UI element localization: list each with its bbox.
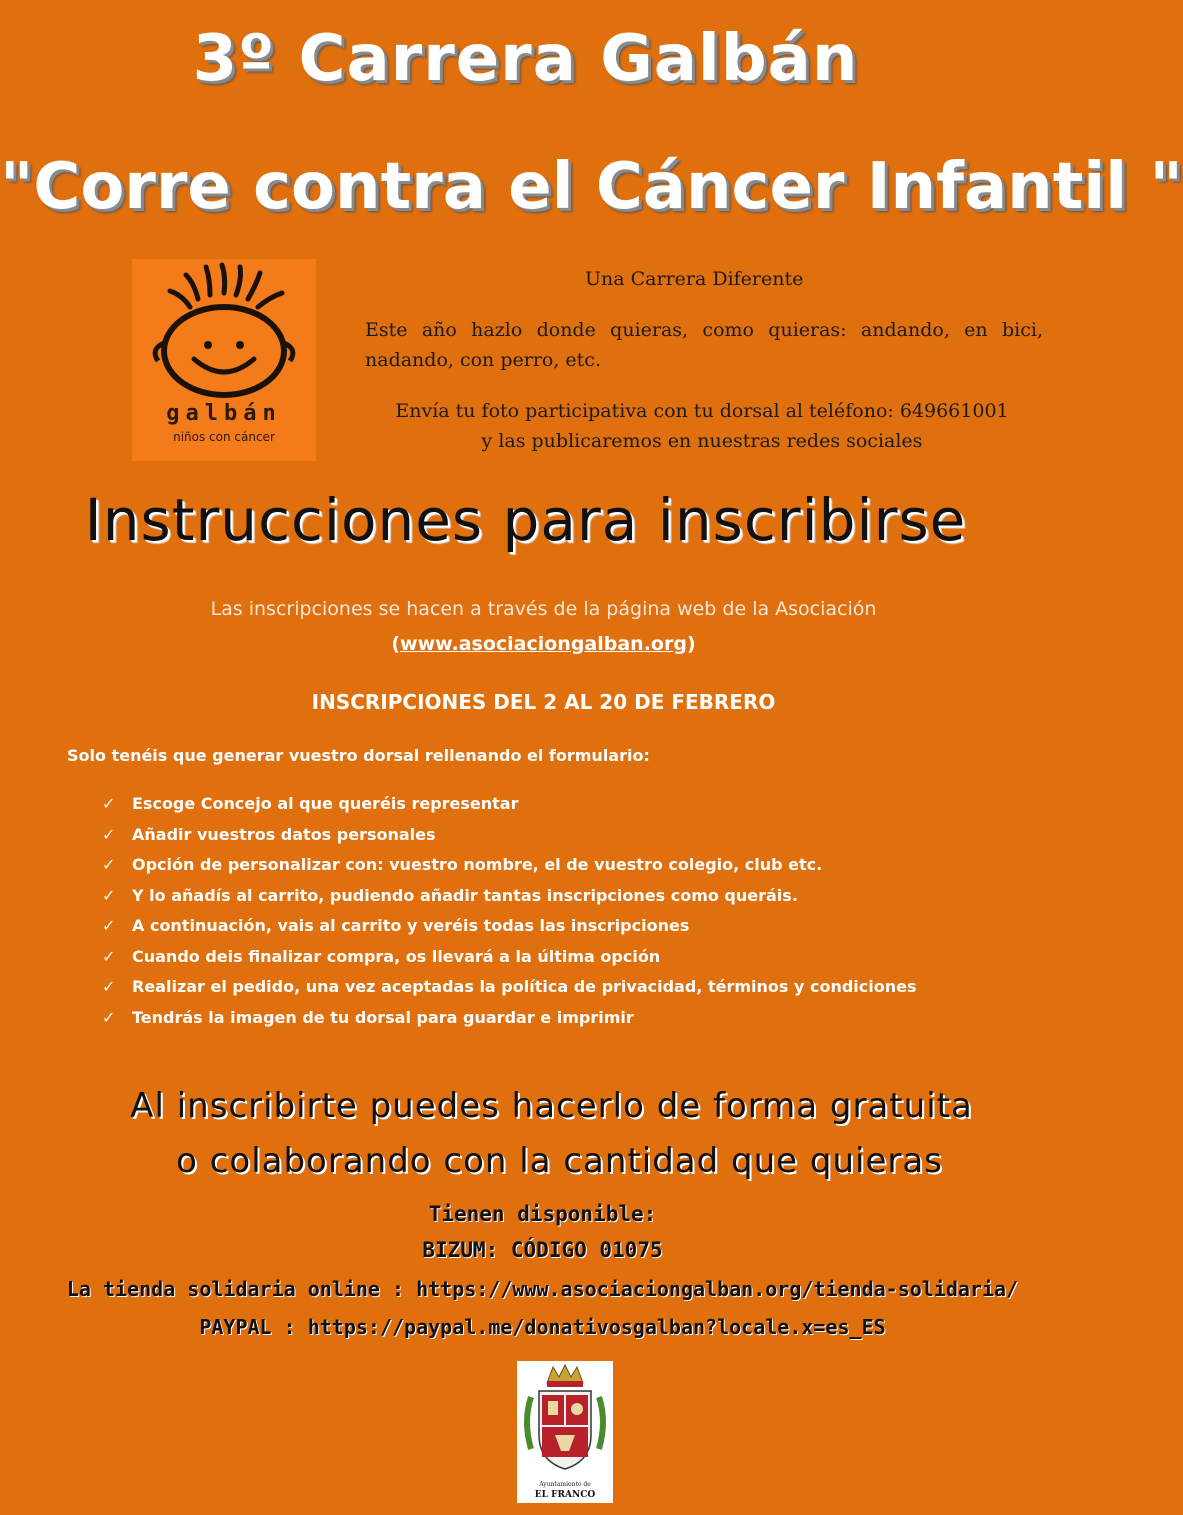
registration-info: Las inscripciones se hacen a través de la página web de la Asociación <box>210 598 877 620</box>
check-icon: ✓ <box>102 946 116 966</box>
website-link[interactable]: www.asociaciongalban.org <box>400 633 687 655</box>
registration-website <box>0 633 1087 655</box>
form-intro: Solo tenéis que generar vuestro dorsal rellenando el formulario: <box>67 746 650 765</box>
logo-name: galbán <box>166 401 282 426</box>
intro-paragraph: Este año hazlo donde quieras, como quieras: andando, en bici, nadando, con perro, etc. <box>365 319 1043 371</box>
photo-instructions-line1: Envía tu foto participativa con tu dorsal al teléfono: 649661001 <box>395 400 1009 422</box>
donation-line1: Al inscribirte puedes hacerlo de forma gratuita <box>130 1086 973 1126</box>
instructions-heading: Instrucciones para inscribirse <box>84 486 967 554</box>
donation-line2: o colaborando con la cantidad que quieras <box>176 1141 943 1181</box>
list-item: ✓ Añadir vuestros datos personales <box>102 824 436 844</box>
list-item: ✓ A continuación, vais al carrito y veréis todas las inscripciones <box>102 916 690 935</box>
check-icon: ✓ <box>102 794 116 813</box>
check-icon: ✓ <box>102 824 116 844</box>
paren-close: ) <box>686 633 696 655</box>
available-label: Tienen disponible: <box>428 1202 657 1226</box>
bizum-code: BIZUM: CÓDIGO 01075 <box>422 1238 663 1262</box>
list-item: ✓ Opción de personalizar con: vuestro nombre, el de vuestro colegio, club etc. <box>102 855 823 874</box>
photo-instructions-line2: y las publicaremos en nuestras redes sociales <box>481 430 923 452</box>
logo-tagline: niños con cáncer <box>173 430 275 444</box>
check-icon: ✓ <box>102 855 116 874</box>
intro-subtitle: Una Carrera Diferente <box>585 268 804 290</box>
smiling-child-face-icon <box>132 259 316 409</box>
galban-logo <box>132 259 316 461</box>
main-subtitle: "Corre contra el Cáncer Infantil " <box>0 150 1183 224</box>
list-item: ✓ Realizar el pedido, una vez aceptadas la política de privacidad, términos y condiciones <box>102 977 917 996</box>
check-icon: ✓ <box>102 916 116 935</box>
steps-list <box>102 794 917 1038</box>
registration-dates: INSCRIPCIONES DEL 2 AL 20 DE FEBRERO <box>311 690 776 714</box>
shop-link[interactable]: La tienda solidaria online : https://www.asociaciongalban.org/tienda-solidaria/ <box>66 1277 1019 1301</box>
check-icon: ✓ <box>102 977 116 996</box>
list-item: ✓ Tendrás la imagen de tu dorsal para guardar e imprimir <box>102 1007 634 1027</box>
list-item: ✓ Y lo añadís al carrito, pudiendo añadir tantas inscripciones como queráis. <box>102 885 798 905</box>
main-title: 3º Carrera Galbán <box>192 22 859 96</box>
coat-of-arms-icon <box>517 1361 613 1481</box>
check-icon: ✓ <box>102 1007 116 1027</box>
paren-open: ( <box>391 633 401 655</box>
check-icon: ✓ <box>102 885 116 905</box>
crest-label: Ayuntamiento de <box>539 1481 591 1488</box>
photo-instructions <box>360 396 1044 456</box>
el-franco-crest <box>517 1361 613 1503</box>
crest-place: EL FRANCO <box>534 1490 596 1500</box>
list-item: ✓ Cuando deis finalizar compra, os llevará a la última opción <box>102 946 661 966</box>
paypal-link[interactable]: PAYPAL : https://paypal.me/donativosgalban?locale.x=es_ES <box>199 1315 886 1339</box>
list-item: ✓ Escoge Concejo al que queréis representar <box>102 794 519 813</box>
